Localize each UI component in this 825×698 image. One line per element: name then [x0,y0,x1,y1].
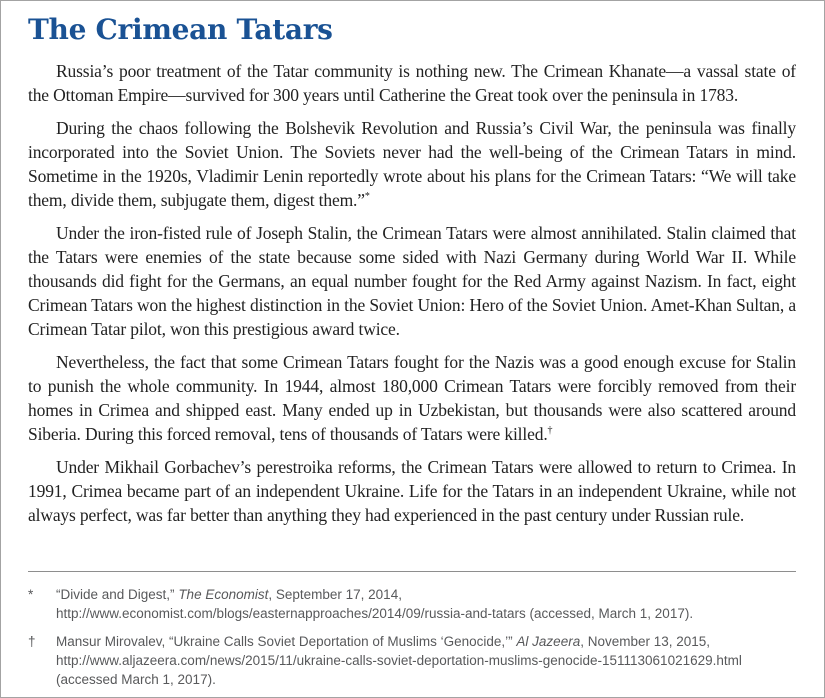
paragraph: During the chaos following the Bolshevik Revolution and Russia’s Civil War, the peninsula was finally incorporated into the Soviet Union. The Soviets never had the well-being of the Crimean Tatars in mind. Sometime in the 1920s, Vladimir Lenin reportedly wrote about his plans for the Crimean Tatars: “We will take them, divide them, subjugate them, digest them.”* [28,118,796,210]
footnote-reference-marker: * [364,191,370,203]
publication-name: Al Jazeera [516,634,581,649]
publication-name: The Economist [178,587,269,602]
paragraph: Nevertheless, the fact that some Crimean Tatars fought for the Nazis was a good enough excuse for Stalin to punish the whole community. In 1944, almost 180,000 Crimean Tatars were forcibly removed from their homes in Crimea and shipped east. Many ended up in Uzbekistan, but thousands were also scattered around Siberia. During this forced removal, tens of thousands of Tatars were killed.† [28,352,796,444]
paragraph: Russia’s poor treatment of the Tatar community is nothing new. The Crimean Khanate—a vassal state of the Ottoman Empire—survived for 300 years until Catherine the Great took over the peninsula in 1783. [28,61,796,105]
footnote-reference-marker: † [547,425,553,437]
footnote-text [56,632,796,689]
footnote-section [28,571,796,698]
footnote-divider [28,571,796,572]
footnote-segment: , September 17, 2014, http://www.economist.com/blogs/easternapproaches/2014/09/russia-and-tatars (accessed, March 1, 2017). [56,587,694,621]
footnote-marker: † [28,634,36,649]
page-title: The Crimean Tatars [28,13,333,46]
footnote-segment: “Divide and Digest,” [56,587,179,602]
footnote [28,585,796,623]
footnotes [28,585,796,689]
footnote-marker: * [28,587,34,602]
footnote-text [56,585,796,623]
footnote-segment: , November 13, 2015, http://www.aljazeera.com/news/2015/11/ukraine-calls-soviet-deportation-muslims-genocide-151113061021629.html (accessed March 1, 2017). [56,634,742,687]
footnote [28,632,796,689]
footnote-segment: Mansur Mirovalev, “Ukraine Calls Soviet Deportation of Muslims ‘Genocide,’” [56,634,517,649]
paragraph: Under Mikhail Gorbachev’s perestroika reforms, the Crimean Tatars were allowed to return to Crimea. In 1991, Crimea became part of an independent Ukraine. Life for the Tatars in an independent Ukraine, while not always perfect, was far better than anything they had experienced in the past century under Russian rule. [28,457,796,525]
body-paragraphs [28,59,796,621]
paragraph: Under the iron-fisted rule of Joseph Stalin, the Crimean Tatars were almost annihilated. Stalin claimed that the Tatars were enemies of the state because some sided with Nazi Germany during World War II. While thousands did fight for the Germans, an equal number fought for the Red Army against Nazism. In fact, eight Crimean Tatars won the highest distinction in the Soviet Union: Hero of the Soviet Union. Amet-Khan Sultan, a Crimean Tatar pilot, won this prestigious award twice. [28,223,796,339]
